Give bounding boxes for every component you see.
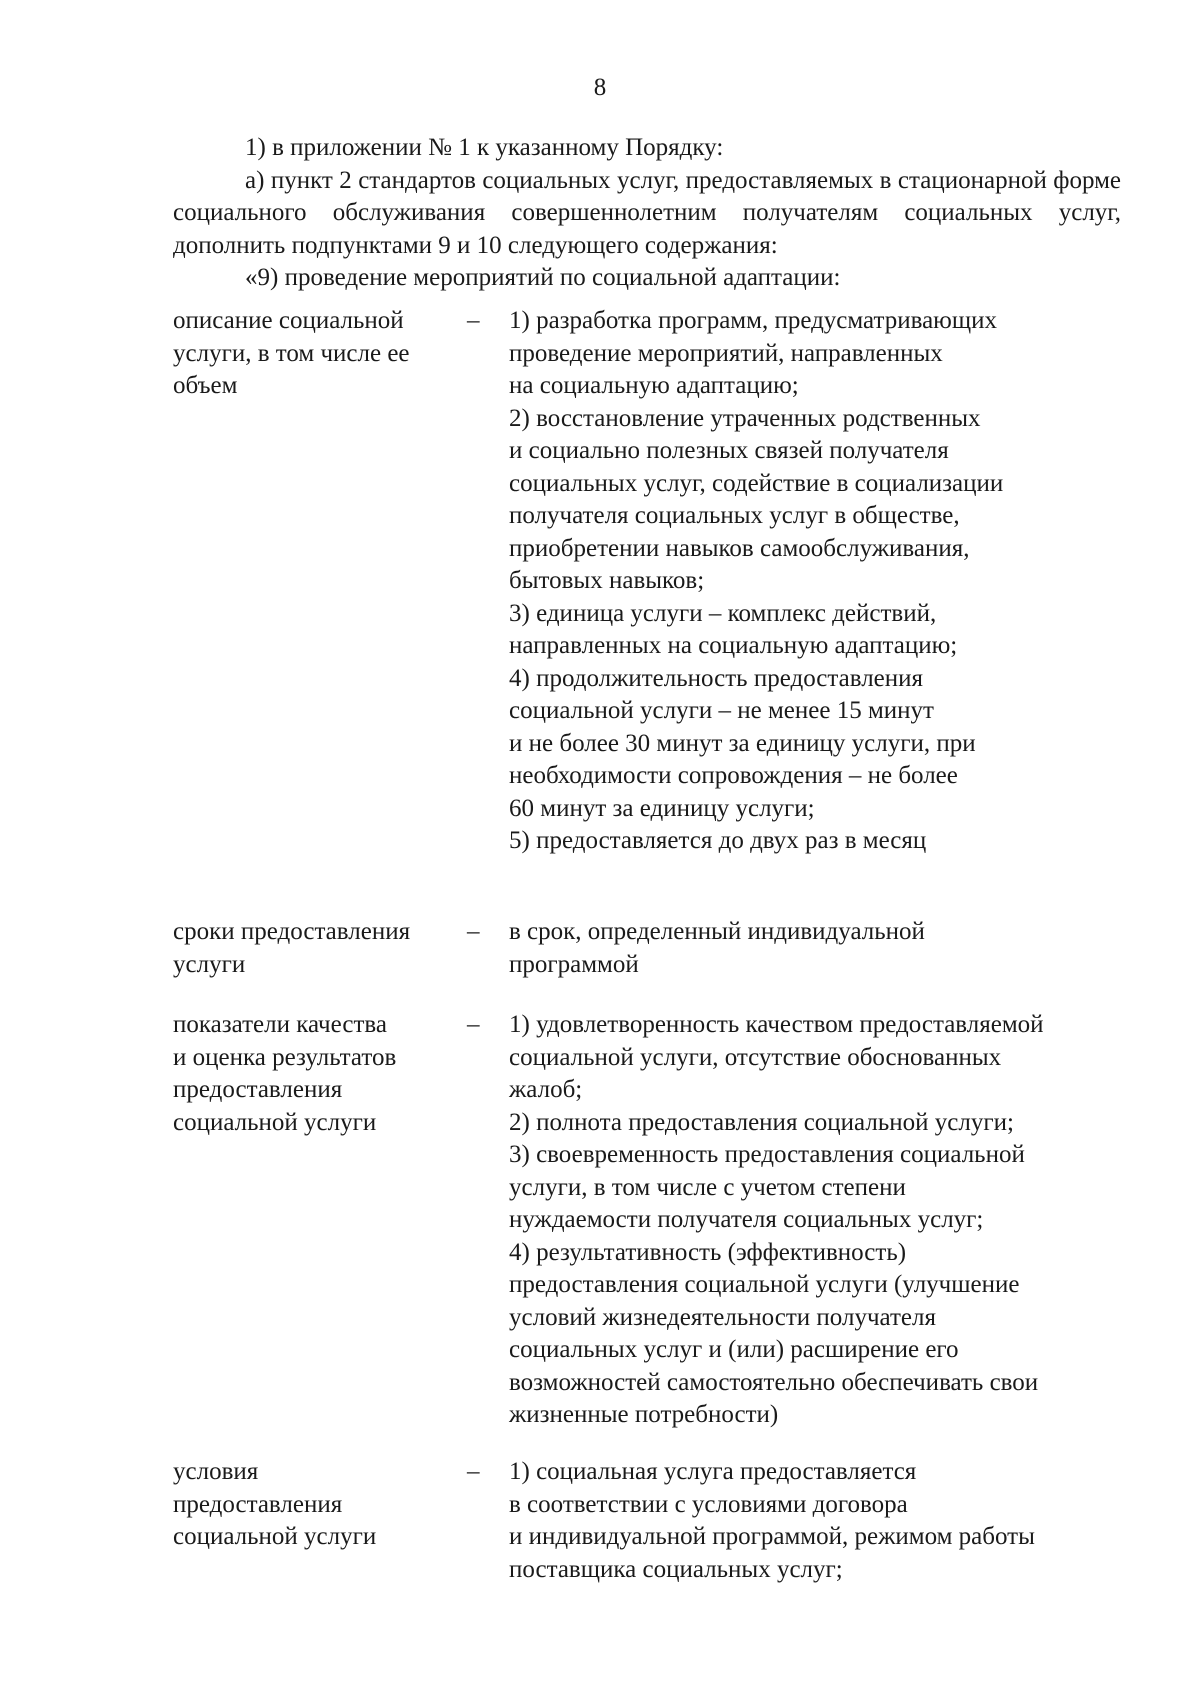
- row-label-line: услуги, в том числе ее: [173, 339, 410, 367]
- row-desc-line: получателя социальных услуг в обществе,: [509, 502, 960, 529]
- intro-block: [173, 132, 1121, 295]
- row-desc-line: и индивидуальной программой, режимом работы: [509, 1523, 1035, 1550]
- page-number: 8: [593, 74, 607, 101]
- row-label-line: описание социальной: [173, 307, 404, 334]
- row-label: [173, 305, 453, 403]
- row-desc-line: 60 минут за единицу услуги;: [509, 794, 815, 822]
- row-desc-line: возможностей самостоятельно обеспечивать свои: [509, 1368, 1039, 1396]
- row-label-line: предоставления: [173, 1490, 343, 1518]
- row-desc-line: и не более 30 минут за единицу услуги, при: [509, 729, 976, 757]
- row-label-line: объем: [173, 372, 238, 399]
- intro-paragraph-3: «9) проведение мероприятий по социальной адаптации:: [245, 264, 841, 291]
- row-desc-line: 5) предоставляется до двух раз в месяц: [509, 827, 927, 854]
- row-desc-line: 2) восстановление утраченных родственных: [509, 404, 981, 432]
- row-desc-line: 4) продолжительность предоставления: [509, 664, 924, 692]
- row-label: [173, 1009, 453, 1139]
- row-desc-line: 1) социальная услуга предоставляется: [509, 1458, 917, 1485]
- row-description: [509, 916, 1109, 981]
- row-dash: –: [467, 1458, 480, 1485]
- row-desc-line: на социальную адаптацию;: [509, 372, 799, 399]
- row-desc-line: жизненные потребности): [509, 1401, 779, 1428]
- row-desc-line: приобретении навыков самообслуживания,: [509, 534, 970, 562]
- row-desc-line: нуждаемости получателя социальных услуг;: [509, 1206, 984, 1233]
- intro-paragraph-2: а) пункт 2 стандартов социальных услуг, предоставляемых в стационарной форме социального обслуживания совершеннолетним получателям социальных услуг, дополнить подпунктами 9 и 10 следующего содержания:: [173, 166, 1121, 259]
- row-dash: –: [467, 1011, 480, 1038]
- row-label-line: предоставления: [173, 1076, 343, 1103]
- row-desc-line: социальной услуги – не менее 15 минут: [509, 697, 934, 724]
- row-desc-line: жалоб;: [509, 1076, 583, 1103]
- row-dash: –: [467, 307, 480, 334]
- row-desc-line: 2) полнота предоставления социальной услуги;: [509, 1108, 1014, 1136]
- row-description: [509, 305, 1109, 858]
- row-desc-line: предоставления социальной услуги (улучшение: [509, 1271, 1020, 1298]
- row-label: [173, 916, 453, 981]
- row-desc-line: в соответствии с условиями договора: [509, 1490, 908, 1518]
- row-desc-line: необходимости сопровождения – не более: [509, 762, 958, 789]
- row-desc-line: условий жизнедеятельности получателя: [509, 1303, 936, 1331]
- row-desc-line: 1) разработка программ, предусматривающих: [509, 307, 997, 334]
- row-desc-line: проведение мероприятий, направленных: [509, 339, 943, 367]
- row-desc-line: программой: [509, 950, 639, 978]
- row-label-line: показатели качества: [173, 1011, 387, 1038]
- row-label-line: условия: [173, 1458, 259, 1485]
- row-desc-line: 3) единица услуги – комплекс действий,: [509, 599, 937, 627]
- row-desc-line: 1) удовлетворенность качеством предоставляемой: [509, 1011, 1044, 1038]
- row-desc-line: направленных на социальную адаптацию;: [509, 632, 958, 659]
- row-label-line: социальной услуги: [173, 1523, 377, 1550]
- row-desc-line: социальных услуг, содействие в социализации: [509, 469, 1004, 497]
- row-desc-line: и социально полезных связей получателя: [509, 437, 949, 464]
- row-desc-line: в срок, определенный индивидуальной: [509, 918, 925, 945]
- row-label: [173, 1456, 453, 1554]
- row-desc-line: социальных услуг и (или) расширение его: [509, 1336, 959, 1363]
- row-label-line: и оценка результатов: [173, 1043, 397, 1071]
- row-desc-line: 3) своевременность предоставления социальной: [509, 1141, 1025, 1168]
- intro-paragraph-1: 1) в приложении № 1 к указанному Порядку:: [245, 134, 724, 161]
- row-dash: –: [467, 918, 480, 945]
- row-description: [509, 1456, 1109, 1586]
- row-desc-line: бытовых навыков;: [509, 567, 705, 594]
- row-desc-line: услуги, в том числе с учетом степени: [509, 1173, 906, 1201]
- row-description: [509, 1009, 1109, 1432]
- row-label-line: сроки предоставления: [173, 918, 411, 945]
- row-desc-line: поставщика социальных услуг;: [509, 1555, 843, 1583]
- row-desc-line: социальной услуги, отсутствие обоснованных: [509, 1043, 1002, 1071]
- row-label-line: социальной услуги: [173, 1108, 377, 1136]
- row-label-line: услуги: [173, 950, 246, 978]
- row-desc-line: 4) результативность (эффективность): [509, 1238, 907, 1266]
